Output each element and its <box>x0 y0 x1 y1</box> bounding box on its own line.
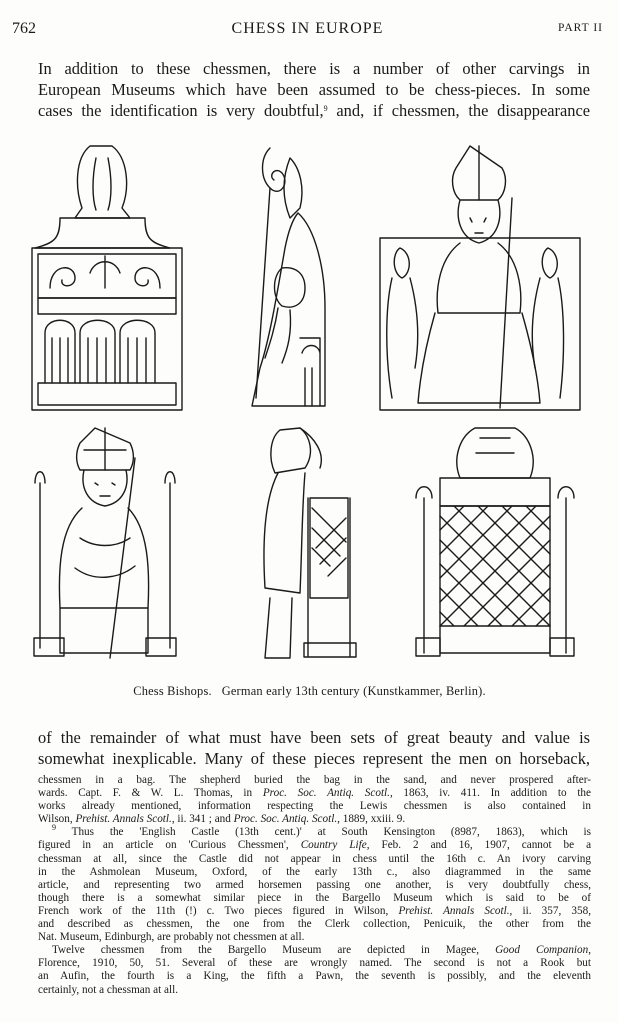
footnote-line <box>38 905 591 918</box>
citation-title: Proc. Soc. Antiq. Scotl. <box>233 813 338 826</box>
footnote-line: in the Ashmolean Museum, Oxford, of the early 13th c., also diagrammed in the same <box>38 865 591 878</box>
chess-bishops-illustration <box>20 138 600 668</box>
footnote-line: Florence, 1910, 50, 51. Several of these are wrongly named. The second is not a Rook but <box>38 957 591 970</box>
citation-title: Country Life <box>300 839 367 852</box>
bishop-piece-front-throne <box>34 428 176 658</box>
text-fragment: Twelve chessmen from the Bargello Museum are depicted in Magee, <box>52 944 480 957</box>
continuation-paragraph <box>38 727 590 769</box>
footnote-line: Nat. Museum, Edinburgh, are probably not chessmen at all. <box>38 931 305 944</box>
footnote-9 <box>38 823 591 839</box>
footnote-line <box>38 787 591 800</box>
footnote-line: chessmen in a bag. The shepherd buried the bag in the sand, and never prospered after- <box>38 774 591 786</box>
citation-title: Prehist. Annals Scotl. <box>398 904 510 917</box>
text-fragment: , ii. 357, 358, <box>509 904 591 917</box>
footnotes <box>38 774 591 997</box>
text-fragment: , ii. 341 ; and <box>171 813 231 826</box>
text-fragment: , 1863, iv. 411. In addition to the <box>389 787 591 800</box>
citation-title: Prehist. Annals Scotl. <box>75 813 172 826</box>
footnote-line: chessman at all, since the Castle did not appear in chess until the 16th c. An ivory carving <box>38 852 591 865</box>
footnote-marker: 9 <box>52 823 56 833</box>
page-number: 762 <box>12 20 36 37</box>
text-fragment: , Feb. 2 and 16, 1907, cannot be a <box>366 839 592 852</box>
footnote-line: article, and representing two armed horsemen passing one another, is very doubtfully chess, <box>38 878 591 891</box>
footnote-line: and described as chessmen, the one from the Clerk collection, Penicuik, the other from the <box>38 918 591 931</box>
intro-paragraph <box>38 58 590 121</box>
page-header <box>12 20 603 42</box>
text-line <box>38 100 590 121</box>
text-fragment: , 1889, xxiii. 9. <box>337 813 406 826</box>
bishop-piece-back-lattice <box>416 428 574 656</box>
text-fragment: figured in an article on 'Curious Chessmen', <box>38 839 289 852</box>
text-line: somewhat inexplicable. Many of these pieces represent the men on horseback, <box>38 749 590 768</box>
text-fragment: French work of the 11th (!) c. Two pieces figured in Wilson, <box>38 904 389 917</box>
bishop-piece-front-attendants <box>380 146 580 410</box>
figure-caption <box>0 684 619 699</box>
caption-text: German early 13th century (Kunstkammer, Berlin). <box>221 684 486 698</box>
footnote-line <box>38 813 591 826</box>
footnote-line: works already mentioned, information respecting the Lewis chessmen is also contained in <box>38 800 591 813</box>
text-line: In addition to these chessmen, there is a number of other carvings in <box>38 59 590 78</box>
footnote-line <box>38 944 591 957</box>
footnote-ref-9[interactable]: 9 <box>323 104 328 113</box>
text-line: of the remainder of what must have been sets of great beauty and value is <box>38 728 590 747</box>
part-label: PART II <box>558 22 603 34</box>
text-fragment: Wilson, <box>38 813 73 826</box>
footnote-line: though there is a somewhat similar piece in the Bargello Museum which is said to be of <box>38 891 591 904</box>
footnote-line <box>38 839 591 852</box>
bishop-piece-side-seated <box>264 428 356 658</box>
text-fragment: , <box>588 944 592 957</box>
bishop-piece-side-crozier <box>252 148 325 406</box>
footnote-line: an Aufin, the fourth is a King, the fifth a Pawn, the seventh is possibly, and the eleventh <box>38 970 591 983</box>
caption-prefix: Chess Bishops. <box>133 684 212 698</box>
text-fragment: Thus the 'English Castle (13th cent.)' at South Kensington (8987, 1863), which is <box>56 826 591 839</box>
text-fragment: and, if chessmen, the disappearance <box>327 101 590 120</box>
text-line: European Museums which have been assumed to be chess-pieces. In some <box>38 80 590 99</box>
footnote-line: certainly, not a chessman at all. <box>38 983 178 996</box>
bishop-piece-back-arcade <box>32 146 182 410</box>
citation-title: Proc. Soc. Antiq. Scotl. <box>262 787 390 800</box>
text-fragment: wards. Capt. F. & W. L. Thomas, in <box>38 787 253 800</box>
running-title: CHESS IN EUROPE <box>231 20 384 37</box>
citation-title: Good Companion <box>495 944 589 957</box>
text-fragment: cases the identification is very doubtful, <box>38 101 324 120</box>
